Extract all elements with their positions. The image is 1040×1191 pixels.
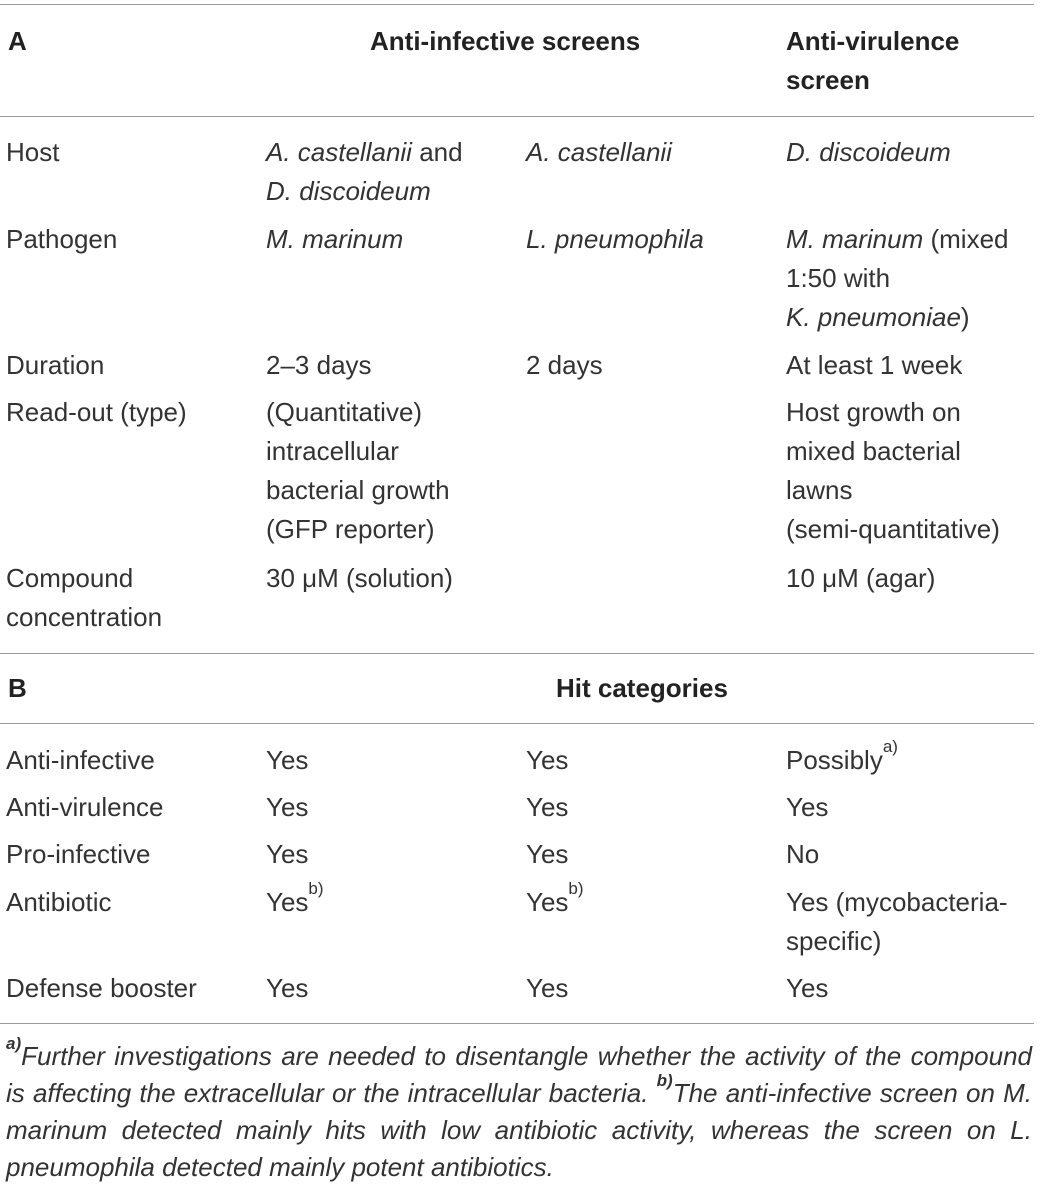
host-col2-line1: A. castellanii and [266, 137, 463, 167]
row-label-pathogen: Pathogen [6, 224, 118, 254]
row-label-defense-booster: Defense booster [6, 973, 197, 1003]
anti-virulence-col2: Yes [266, 792, 309, 822]
readout-col4-line4: (semi-quantitative) [786, 514, 1000, 544]
compound-col4: 10 μM (agar) [786, 563, 936, 593]
pathogen-col3: L. pneumophila [526, 224, 704, 254]
duration-col2: 2–3 days [266, 350, 372, 380]
readout-col4-line2: mixed bacterial [786, 436, 961, 466]
readout-col2-line4: (GFP reporter) [266, 514, 435, 544]
readout-col2-line3: bacterial growth [266, 475, 450, 505]
row-label-host: Host [6, 137, 60, 167]
readout-col2-line1: (Quantitative) [266, 397, 423, 427]
readout-col4-line3: lawns [786, 475, 853, 505]
defense-booster-col2: Yes [266, 973, 309, 1003]
anti-infective-col2: Yes [266, 745, 309, 775]
footnote-a-text: Further investigations are needed to disentangle whether the activity of the compound is affecting the extracellular or the intracellular bacteria. [6, 1041, 1032, 1108]
table-footnotes: $^{a)}$Further investigations are needed to disentangle whether the activity of the compound is affecting the extracellular or the intracellular bacteria. $^{b)}$The anti-infective screen on M. marinum detected mainly hits with low antibiotic activity, whereas the screen on L. pneumophila detected mainly potent antibiotics. [6, 1034, 1032, 1182]
anti-virulence-col4: Yes [786, 792, 829, 822]
antibiotic-col2: Yes$^{b)}$ [266, 879, 324, 917]
row-label-antibiotic: Antibiotic [6, 887, 112, 917]
anti-virulence-col3: Yes [526, 792, 569, 822]
compound-col2: 30 μM (solution) [266, 563, 453, 593]
row-label-compound-line1: Compound [6, 563, 134, 593]
row-label-anti-virulence: Anti-virulence [6, 792, 164, 822]
anti-infective-screens-header: Anti-infective screens [370, 26, 641, 56]
duration-col4: At least 1 week [786, 350, 963, 380]
host-col2-line2: D. discoideum [266, 176, 431, 206]
defense-booster-col4: Yes [786, 973, 829, 1003]
header-rule-a [0, 116, 1034, 117]
row-label-pro-infective: Pro-infective [6, 839, 151, 869]
antibiotic-col3: Yes$^{b)}$ [526, 879, 584, 917]
host-col3: A. castellanii [526, 137, 672, 167]
pro-infective-col4: No [786, 839, 820, 869]
anti-virulence-screen-header-line2: screen [786, 65, 870, 95]
duration-col3: 2 days [526, 350, 603, 380]
footnote-mark-b: b) [568, 879, 584, 898]
antibiotic-col4-line2: specific) [786, 926, 882, 956]
top-rule [0, 4, 1034, 5]
section-b-label: B [8, 673, 27, 703]
row-label-readout: Read-out (type) [6, 397, 187, 427]
section-rule [0, 653, 1034, 654]
row-label-duration: Duration [6, 350, 105, 380]
pro-infective-col2: Yes [266, 839, 309, 869]
readout-col2-line2: intracellular [266, 436, 399, 466]
footnote-mark-a: a) [882, 737, 898, 756]
row-label-anti-infective: Anti-infective [6, 745, 155, 775]
pro-infective-col3: Yes [526, 839, 569, 869]
anti-virulence-screen-header-line1: Anti-virulence [786, 26, 960, 56]
pathogen-col4-line3: K. pneumoniae) [786, 302, 970, 332]
readout-col4-line1: Host growth on [786, 397, 961, 427]
section-a-label: A [8, 26, 27, 56]
hit-categories-header: Hit categories [556, 673, 728, 703]
bottom-rule [0, 1023, 1034, 1024]
header-rule-b [0, 723, 1034, 724]
defense-booster-col3: Yes [526, 973, 569, 1003]
footnote-mark-b: b) [308, 879, 324, 898]
pathogen-col4-line1: M. marinum (mixed [786, 224, 1009, 254]
host-col4: D. discoideum [786, 137, 951, 167]
anti-infective-col4: Possibly$^{a)}$ [786, 737, 898, 775]
footnote-b-text: The anti-infective screen on M. marinum detected mainly hits with low antibiotic activity, whereas the screen on L. pneumophila detected mainly potent antibiotics. [6, 1078, 1032, 1182]
anti-infective-col3: Yes [526, 745, 569, 775]
pathogen-col4-line2: 1:50 with [786, 263, 891, 293]
pathogen-col2: M. marinum [266, 224, 404, 254]
antibiotic-col4-line1: Yes (mycobacteria- [786, 887, 1008, 917]
row-label-compound-line2: concentration [6, 602, 163, 632]
